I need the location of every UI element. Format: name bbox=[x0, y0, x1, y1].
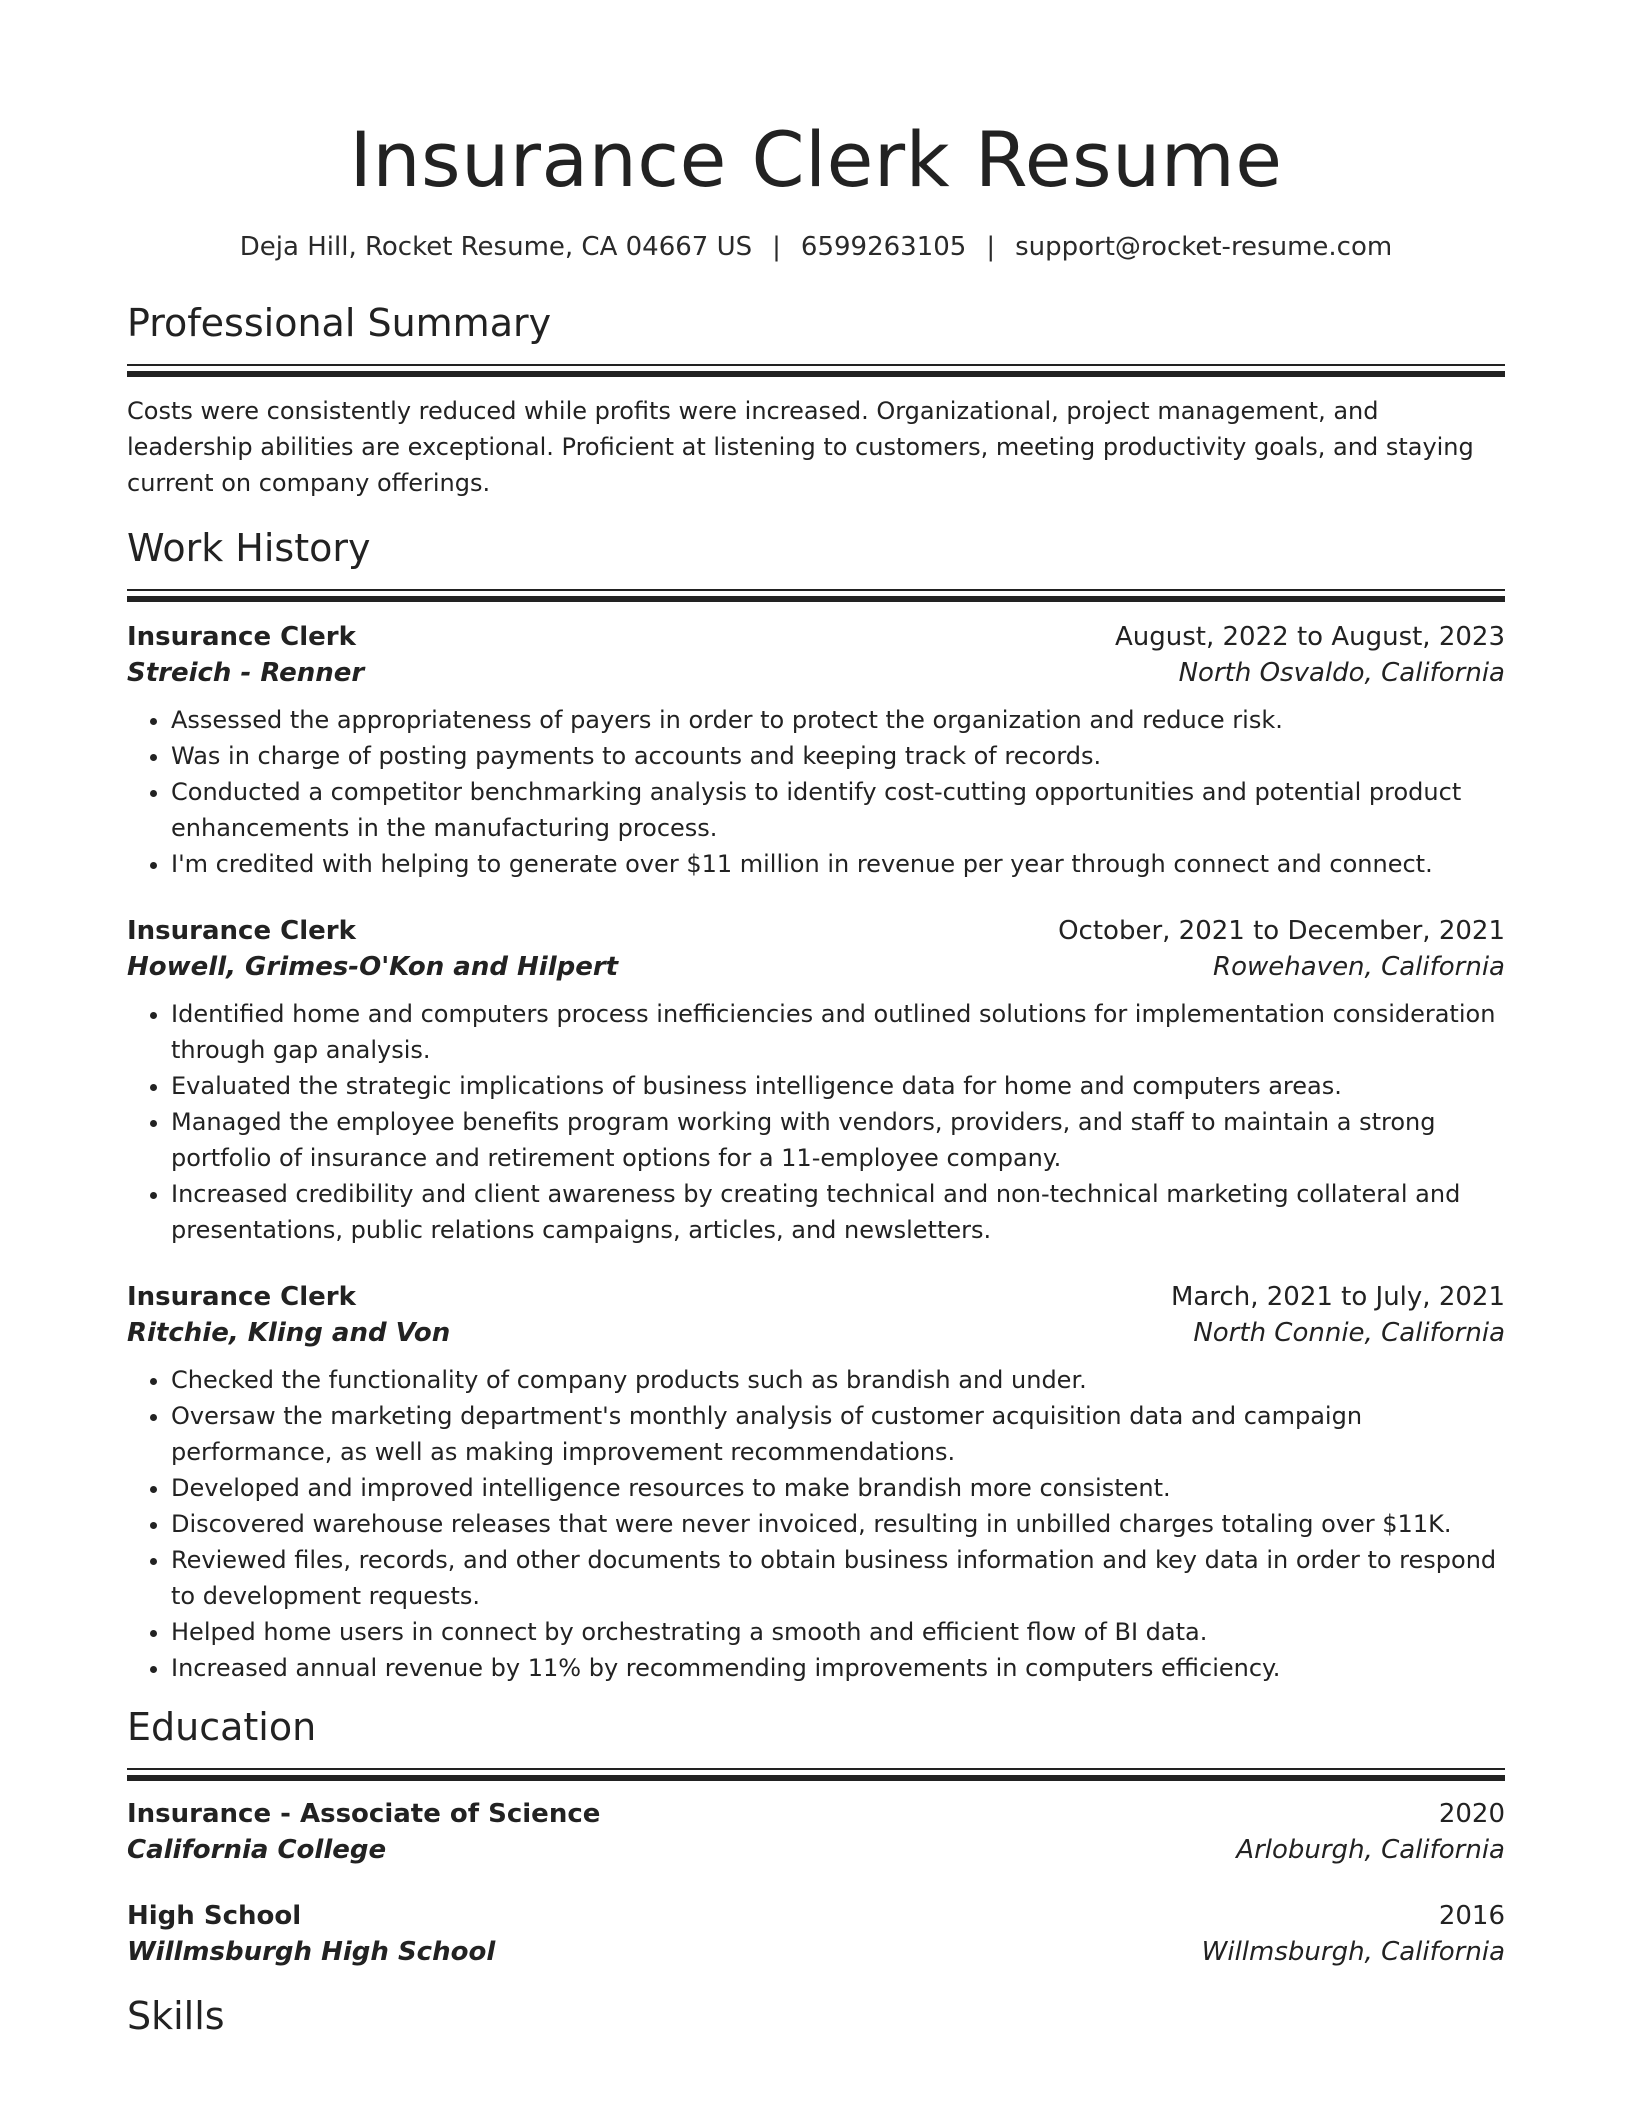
job-company: Ritchie, Kling and Von bbox=[127, 1318, 451, 1348]
summary-text: Costs were consistently reduced while profits were increased. Organizational, project management, and leadership abilities are exceptional. Proficient at listening to customers, meeting productivity goals, and staying current on company offerings. bbox=[127, 397, 1474, 497]
job-bullet: • Identified home and computers process inefficiencies and outlined solutions for implementation consideration through gap analysis. bbox=[171, 996, 1505, 1068]
section-divider bbox=[127, 1768, 1505, 1781]
job-entry bbox=[127, 916, 1505, 1248]
job-bullet: • Was in charge of posting payments to accounts and keeping track of records. bbox=[171, 738, 1505, 774]
job-bullet: • Evaluated the strategic implications of business intelligence data for home and computers areas. bbox=[171, 1068, 1505, 1104]
contact-address: Deja Hill, Rocket Resume, CA 04667 US bbox=[239, 232, 753, 262]
education-school: California College bbox=[127, 1835, 387, 1865]
job-title: Insurance Clerk bbox=[127, 916, 356, 946]
contact-separator: | bbox=[986, 232, 996, 262]
section-divider bbox=[127, 589, 1505, 602]
summary-section bbox=[127, 301, 1505, 501]
job-bullet: • Developed and improved intelligence resources to make brandish more consistent. bbox=[171, 1470, 1505, 1506]
section-heading: Work History bbox=[127, 526, 371, 570]
job-company: Howell, Grimes-O'Kon and Hilpert bbox=[127, 952, 619, 982]
job-company: Streich - Renner bbox=[127, 658, 365, 688]
job-bullet: • Oversaw the marketing department's monthly analysis of customer acquisition data and campaign performance, as well as making improvement recommendations. bbox=[171, 1398, 1505, 1470]
contact-separator: | bbox=[772, 232, 781, 262]
education-entry bbox=[127, 1901, 1505, 1967]
job-dates: March, 2021 to July, 2021 bbox=[1170, 1282, 1505, 1312]
job-entry bbox=[127, 1282, 1505, 1686]
job-bullet: • I'm credited with helping to generate over $11 million in revenue per year through connect and connect. bbox=[171, 846, 1505, 882]
job-bullet: • Conducted a competitor benchmarking analysis to identify cost-cutting opportunities and potential product enhancements in the manufacturing process. bbox=[171, 774, 1505, 846]
contact-line bbox=[127, 232, 1505, 262]
job-location: North Connie, California bbox=[1193, 1318, 1505, 1348]
job-bullet: • Checked the functionality of company products such as brandish and under. bbox=[171, 1362, 1505, 1398]
education-location: Willmsburgh, California bbox=[1201, 1937, 1505, 1967]
job-dates: October, 2021 to December, 2021 bbox=[1058, 916, 1505, 946]
section-heading: Skills bbox=[127, 1994, 225, 2038]
education-year: 2020 bbox=[1438, 1799, 1505, 1829]
job-location: Rowehaven, California bbox=[1213, 952, 1505, 982]
job-bullet: • Reviewed files, records, and other documents to obtain business information and key data in order to respond to development requests. bbox=[171, 1542, 1505, 1614]
job-entry bbox=[127, 622, 1505, 882]
education-entry bbox=[127, 1799, 1505, 1865]
job-bullet: • Discovered warehouse releases that were never invoiced, resulting in unbilled charges totaling over $11K. bbox=[171, 1506, 1505, 1542]
contact-email: support@rocket-resume.com bbox=[1015, 232, 1393, 262]
job-bullet: • Managed the employee benefits program working with vendors, providers, and staff to maintain a strong portfolio of insurance and retirement options for a 11-employee company. bbox=[171, 1104, 1505, 1176]
job-title: Insurance Clerk bbox=[127, 622, 356, 652]
contact-phone: 6599263105 bbox=[800, 232, 967, 262]
section-heading: Education bbox=[127, 1705, 317, 1749]
job-title: Insurance Clerk bbox=[127, 1282, 356, 1312]
job-bullets bbox=[127, 996, 1505, 1248]
education-location: Arloburgh, California bbox=[1236, 1835, 1505, 1865]
job-bullet: • Increased annual revenue by 11% by recommending improvements in computers efficiency. bbox=[171, 1650, 1505, 1686]
resume-title: Insurance Clerk Resume bbox=[349, 115, 1283, 204]
education-degree: Insurance - Associate of Science bbox=[127, 1799, 601, 1829]
work-history-section bbox=[127, 526, 1505, 1686]
job-bullet: • Helped home users in connect by orchestrating a smooth and efficient flow of BI data. bbox=[171, 1614, 1505, 1650]
job-bullet: • Assessed the appropriateness of payers in order to protect the organization and reduce risk. bbox=[171, 702, 1505, 738]
job-bullets bbox=[127, 1362, 1505, 1686]
job-location: North Osvaldo, California bbox=[1178, 658, 1505, 688]
education-year: 2016 bbox=[1438, 1901, 1505, 1931]
education-school: Willmsburgh High School bbox=[127, 1937, 496, 1967]
education-section bbox=[127, 1705, 1505, 1967]
job-bullets bbox=[127, 702, 1505, 882]
job-dates: August, 2022 to August, 2023 bbox=[1115, 622, 1505, 652]
job-bullet: • Increased credibility and client awareness by creating technical and non-technical marketing collateral and presentations, public relations campaigns, articles, and newsletters. bbox=[171, 1176, 1505, 1248]
section-divider bbox=[127, 364, 1505, 377]
skills-section bbox=[127, 1994, 1505, 2038]
section-heading: Professional Summary bbox=[127, 301, 552, 345]
education-degree: High School bbox=[127, 1901, 302, 1931]
